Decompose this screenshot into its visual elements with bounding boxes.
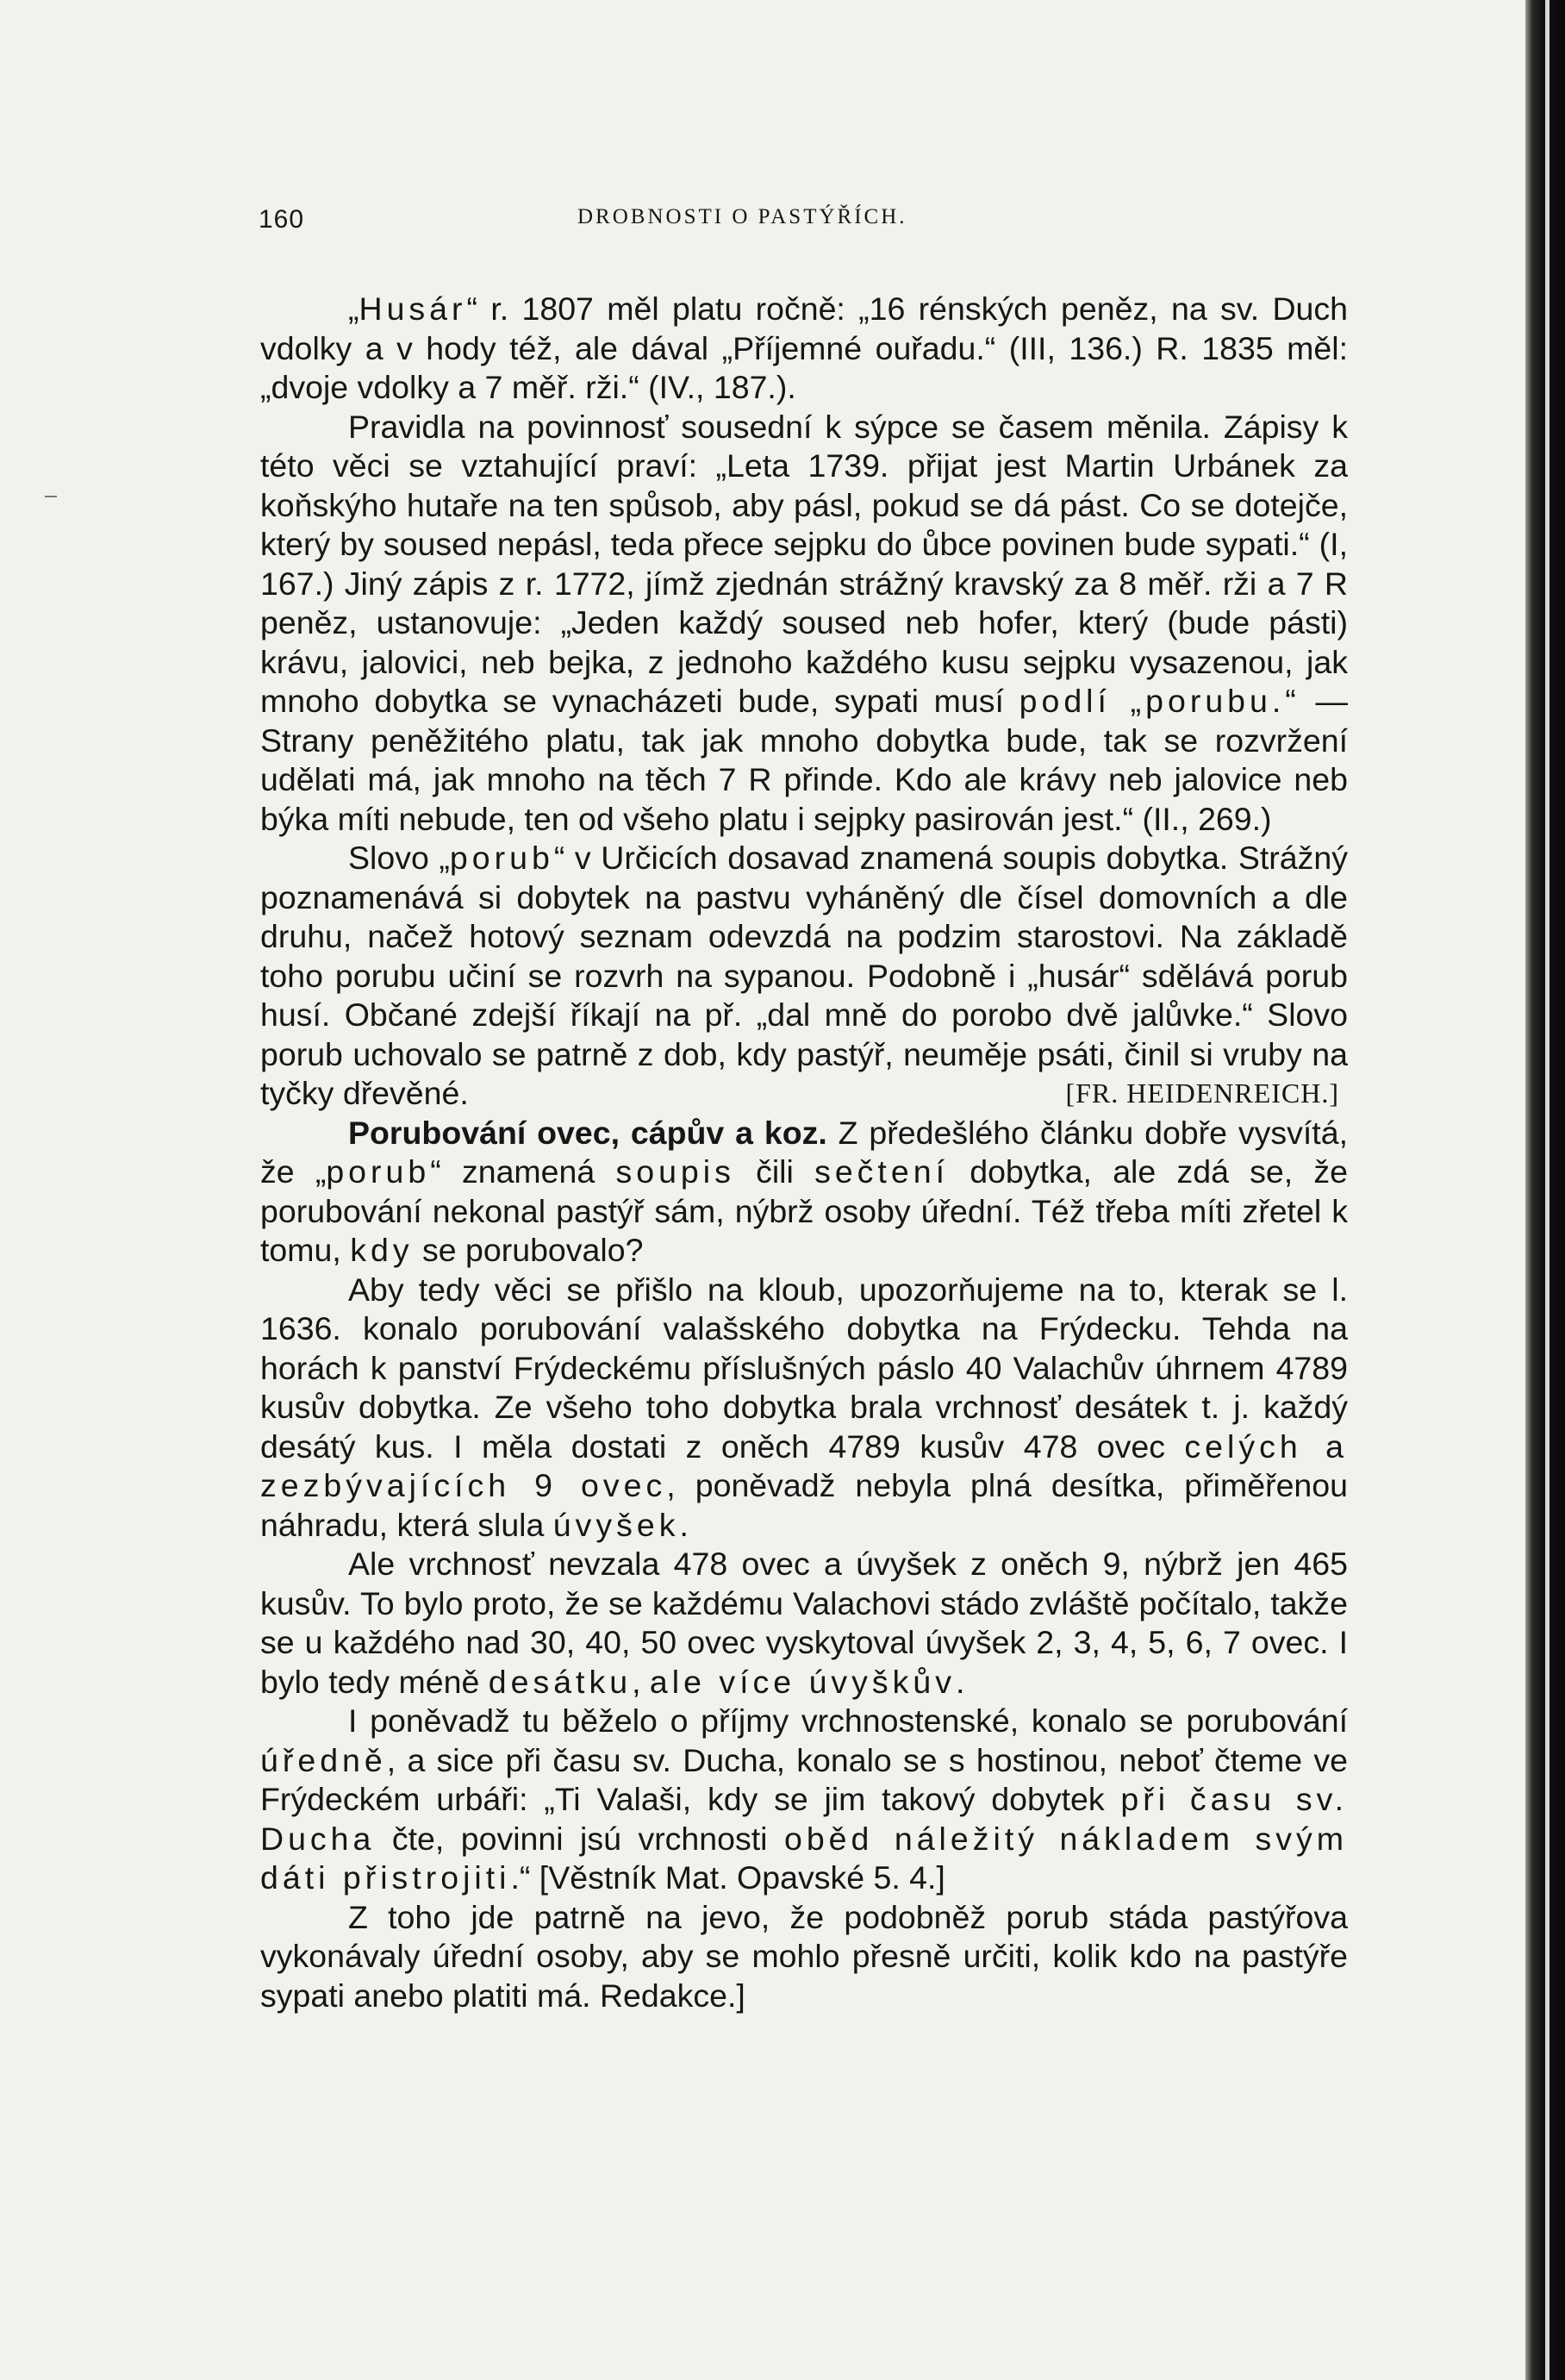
emphasized-text: celých a zezbývajících 9 ovec bbox=[260, 1427, 1348, 1503]
emphasized-text: sečtení bbox=[814, 1153, 949, 1190]
paragraph bbox=[260, 1702, 1348, 1898]
text-run: , a sice při času sv. Ducha, konalo se s hostinou, neboť čteme ve Frýdeckém urbáři: „Ti Valaši, kdy se jim takový dobytek bbox=[260, 1741, 1348, 1817]
text-run: Ale vrchnosť nevzala 478 ovec a úvyšek z oněch 9, nýbrž jen 465 kusův. To bylo proto, že se každému Valachovi stádo zvláště počítalo, takže se u každého nad 30, 40, 50 ovec vyskytoval úvyšek 2, 3, 4, 5, 6, 7 ovec. I bylo tedy méně bbox=[260, 1546, 1348, 1700]
paragraph bbox=[260, 290, 1348, 408]
text-run: I poněvadž tu běželo o příjmy vrchnostenské, konalo se porubování bbox=[348, 1702, 1348, 1739]
emphasized-text: soupis bbox=[615, 1153, 735, 1190]
paragraph bbox=[260, 1545, 1348, 1702]
page-number: 160 bbox=[259, 205, 305, 234]
text-run: “ znamená bbox=[430, 1153, 616, 1190]
paragraph bbox=[260, 1114, 1348, 1271]
page-edge-stripe bbox=[1545, 0, 1549, 2380]
text-run: Aby tedy věci se přišlo na kloub, upozorňujeme na to, kterak se l. 1636. konalo porubování valašského dobytka na Frýdecku. Tehda na horách k panství Frýdeckému příslušných páslo 40 Valachův úhrnem 4789 kusův dobytka. Ze všeho toho dobytka brala vrchnosť desátek t. j. každý desátý kus. I měla dostati z oněch 4789 kusův 478 ovec bbox=[260, 1271, 1348, 1465]
paragraph bbox=[260, 839, 1348, 1114]
author-signature: [FR. HEIDENREICH.] bbox=[1065, 1078, 1339, 1109]
paragraph bbox=[260, 1898, 1348, 2016]
text-run: čili bbox=[734, 1153, 815, 1190]
text-run: “ r. 1807 měl platu ročně: „16 rénských peněz, na sv. Duch vdolky a v hody též, ale dával „Příjemné ouřadu.“ (III, 136.) R. 1835 měl: „dvoje vdolky a 7 měř. rži.“ (IV., 187.). bbox=[260, 290, 1348, 405]
paragraph bbox=[260, 1271, 1348, 1546]
article-body bbox=[260, 290, 1348, 2015]
text-run: , bbox=[632, 1663, 650, 1700]
text-run: .“ [Věstník Mat. Opavské 5. 4.] bbox=[510, 1859, 945, 1896]
emphasized-text: desátku bbox=[488, 1663, 633, 1700]
emphasized-text: úvyšek bbox=[552, 1506, 680, 1543]
running-title: DROBNOSTI O PASTÝŘÍCH. bbox=[577, 205, 907, 228]
text-run: . bbox=[679, 1506, 689, 1543]
section-heading: Porubování ovec, cápův a koz. bbox=[348, 1114, 827, 1151]
text-run: Pravidla na povinnosť sousední k sýpce se časem měnila. Zápisy k této věci se vztahující praví: „Leta 1739. přijat jest Martin Urbánek za koňskýho hutaře na ten spůsob, aby pásl, pokud se dá pást. Co se dotejče, který by soused nepásl, teda přece sejpku do ůbce povinen bude sypati.“ (I, 167.) Jiný zápis z r. 1772, jímž zjednán strážný kravský za 8 měř. rži a 7 R peněz, ustanovuje: „Jeden každý soused neb hofer, který (bude pásti) krávu, jalovici, neb bejka, z jednoho každého kusu sejpku vysazenou, jak mnoho dobytka se vynacházeti bude, sypati musí bbox=[260, 408, 1348, 719]
page-header bbox=[0, 205, 1525, 240]
text-run: Z předešlého článku dobře vysvítá, že „ bbox=[260, 1114, 1348, 1190]
text-run: se porubovalo? bbox=[413, 1232, 644, 1268]
paragraph bbox=[260, 408, 1348, 840]
emphasized-text: úředně bbox=[260, 1741, 387, 1778]
emphasized-text: ale více úvyškův bbox=[649, 1663, 957, 1700]
emphasized-text: porub bbox=[326, 1153, 431, 1190]
emphasized-text: podlí „porubu.“ bbox=[1019, 683, 1300, 719]
emphasized-text: oběd náležitý nákladem svým dáti přistrojiti bbox=[260, 1820, 1348, 1896]
text-run: „ bbox=[348, 290, 359, 327]
emphasized-text: porub bbox=[449, 840, 554, 876]
text-run: “ v Určicích dosavad znamená soupis dobytka. Strážný poznamenává si dobytek na pastvu vyháněný dle čísel domovních a dle druhu, načež hotový seznam odevzdá na podzim starostovi. Na základě toho porubu učiní se rozvrh na sypanou. Podobně i „husár“ sdělává porub husí. Občané zdejší říkají na př. „dal mně do porobo dvě jalůvke.“ Slovo porub uchovalo se patrně z dob, kdy pastýř, neuměje psáti, činil si vruby na tyčky dřevěné. bbox=[260, 840, 1348, 1111]
emphasized-text: kdy bbox=[350, 1232, 414, 1268]
emphasized-text: při času sv. Ducha bbox=[260, 1781, 1348, 1857]
text-run: — Strany peněžitého platu, tak jak mnoho dobytka bude, tak se rozvržení udělati má, jak mnoho na těch 7 R přinde. Kdo ale krávy neb jalovice neb býka míti nebude, ten od všeho platu i sejpky pasirován jest.“ (II., 269.) bbox=[260, 683, 1348, 837]
text-run: . bbox=[956, 1663, 965, 1700]
emphasized-text: Husár bbox=[359, 290, 467, 327]
text-run: čte, povinni jsú vrchnosti bbox=[375, 1820, 784, 1857]
text-run: Slovo „ bbox=[348, 840, 450, 876]
margin-mark bbox=[45, 496, 57, 497]
text-run: , poněvadž nebyla plná desítka, přiměřenou náhradu, která slula bbox=[260, 1467, 1348, 1543]
text-run: dobytka, ale zdá se, že porubování nekonal pastýř sám, nýbrž osoby úřední. Též třeba míti zřetel k tomu, bbox=[260, 1153, 1349, 1268]
text-run: Z toho jde patrně na jevo, že podobněž porub stáda pastýřova vykonávaly úřední osoby, aby se mohlo přesně určiti, kolik kdo na pastýře sypati anebo platiti má. Redakce.] bbox=[260, 1898, 1348, 2014]
